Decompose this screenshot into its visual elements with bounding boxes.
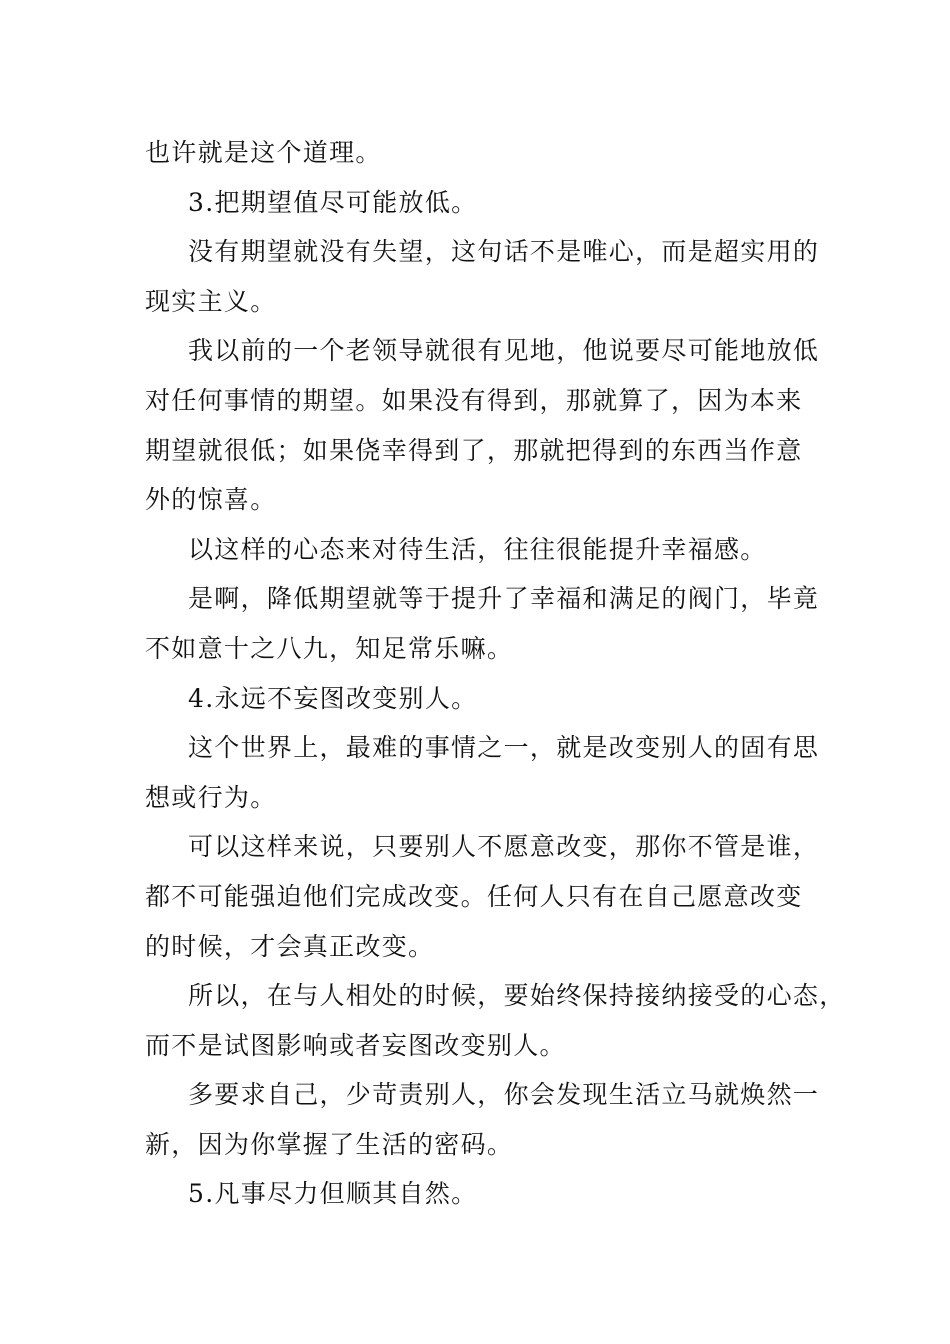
text-line-17: 的时候，才会真正改变。 bbox=[145, 931, 435, 961]
text-line-11: 不如意十之八九，知足常乐嘛。 bbox=[145, 633, 514, 663]
text-line-14: 想或行为。 bbox=[145, 782, 277, 812]
text-line-5: 我以前的一个老领导就很有见地，他说要尽可能地放低 bbox=[188, 336, 820, 366]
text-line-15: 可以这样来说，只要别人不愿意改变，那你不管是谁， bbox=[188, 832, 820, 862]
section-heading-4: 4.永远不妄图改变别人。 bbox=[188, 683, 478, 713]
text-line-3: 没有期望就没有失望，这句话不是唯心，而是超实用的 bbox=[188, 237, 820, 267]
text-line-9: 以这样的心态来对待生活，往往很能提升幸福感。 bbox=[188, 534, 767, 564]
text-line-8: 外的惊喜。 bbox=[145, 485, 277, 515]
document-body bbox=[145, 128, 846, 1219]
text-line-18: 所以，在与人相处的时候，要始终保持接纳接受的心态， bbox=[188, 981, 846, 1011]
section-heading-5: 5.凡事尽力但顺其自然。 bbox=[188, 1179, 478, 1209]
text-line-4: 现实主义。 bbox=[145, 286, 277, 316]
text-line-13: 这个世界上，最难的事情之一，就是改变别人的固有思 bbox=[188, 733, 820, 763]
text-line-1: 也许就是这个道理。 bbox=[145, 138, 382, 167]
text-line-7: 期望就很低；如果侥幸得到了，那就把得到的东西当作意 bbox=[145, 435, 803, 465]
text-line-20: 多要求自己，少苛责别人，你会发现生活立马就焕然一 bbox=[188, 1080, 820, 1110]
text-line-10: 是啊，降低期望就等于提升了幸福和满足的阀门，毕竟 bbox=[188, 584, 820, 614]
section-heading-3: 3.把期望值尽可能放低。 bbox=[188, 187, 478, 217]
text-line-19: 而不是试图影响或者妄图改变别人。 bbox=[145, 1030, 566, 1060]
text-line-6: 对任何事情的期望。如果没有得到，那就算了，因为本来 bbox=[145, 385, 803, 415]
text-line-21: 新，因为你掌握了生活的密码。 bbox=[145, 1129, 514, 1159]
text-line-16: 都不可能强迫他们完成改变。任何人只有在自己愿意改变 bbox=[145, 881, 803, 911]
